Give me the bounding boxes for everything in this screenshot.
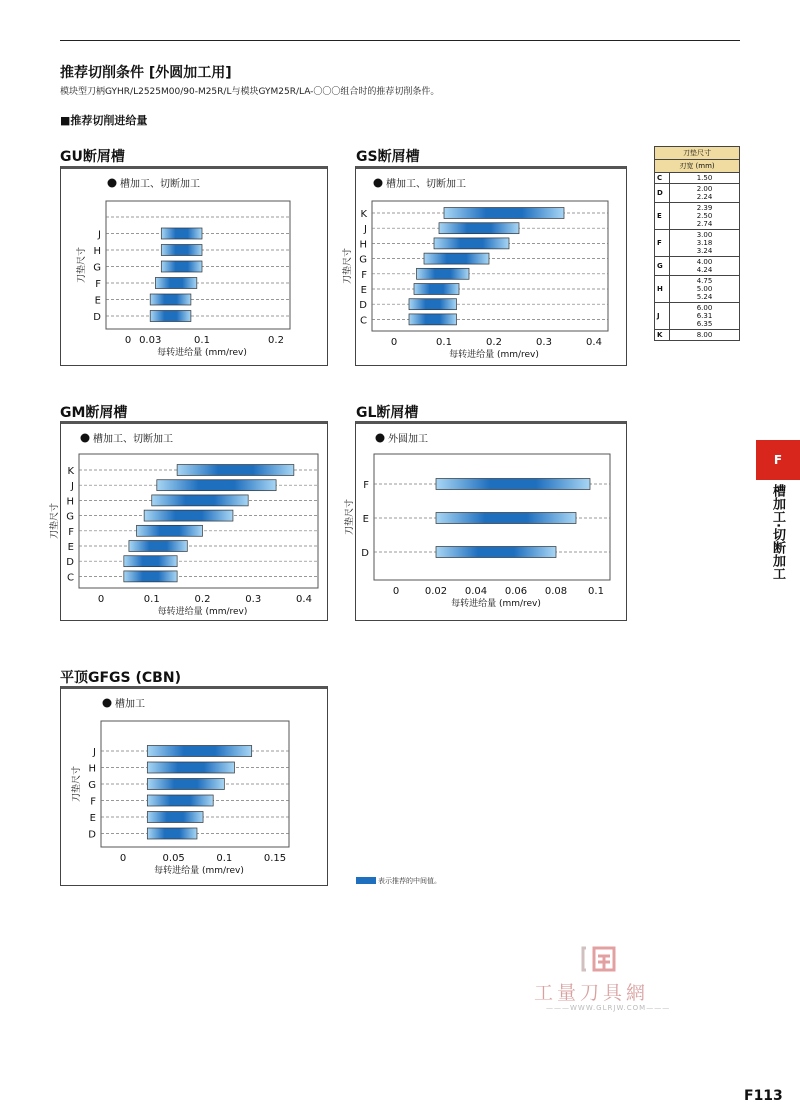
feed-range-bar bbox=[147, 828, 197, 839]
chart-svg bbox=[50, 424, 327, 620]
row-label: E bbox=[89, 813, 96, 824]
tick-label: 0.2 bbox=[268, 335, 284, 346]
feed-range-bar bbox=[414, 284, 459, 295]
table-cell-width: 2.39 2.50 2.74 bbox=[670, 203, 740, 230]
watermark-url: ———WWW.GLRJW.COM——— bbox=[546, 1004, 671, 1012]
feed-range-bar bbox=[434, 238, 509, 249]
tick-label: 0.2 bbox=[486, 337, 502, 348]
feed-range-bar bbox=[436, 479, 590, 490]
chart-svg bbox=[345, 424, 626, 620]
chart-svg bbox=[343, 169, 626, 365]
feed-range-bar bbox=[177, 465, 294, 476]
tick-label: 0.3 bbox=[245, 594, 262, 605]
feed-range-bar bbox=[424, 253, 489, 264]
chart-subtitle: 槽加工、切断加工 bbox=[120, 179, 200, 190]
section-tab[interactable]: F bbox=[756, 440, 800, 480]
feed-range-bar bbox=[137, 525, 203, 536]
row-label: H bbox=[93, 246, 101, 257]
row-label: F bbox=[90, 796, 96, 808]
row-label: D bbox=[361, 548, 369, 559]
plot-frame bbox=[372, 201, 608, 331]
row-label: E bbox=[360, 285, 367, 296]
legend-text: 表示推荐的中间值。 bbox=[378, 877, 441, 885]
chart-subtitle: 槽加工、切断加工 bbox=[93, 434, 173, 445]
tick-label: 0.1 bbox=[216, 853, 233, 864]
row-label: J bbox=[93, 747, 96, 758]
bullet-icon bbox=[103, 699, 112, 708]
table-cell-code: K bbox=[655, 330, 670, 341]
feed-range-bar bbox=[147, 795, 213, 806]
x-axis-label: 每转进给量 (mm/rev) bbox=[451, 599, 541, 609]
table-cell-width: 8.00 bbox=[670, 330, 740, 341]
table-cell-width: 3.00 3.18 3.24 bbox=[670, 230, 740, 257]
table-header-width: 刃宽 (mm) bbox=[655, 160, 740, 173]
tick-label: 0.4 bbox=[586, 337, 602, 348]
feed-range-bar bbox=[161, 228, 202, 239]
feed-range-bar bbox=[161, 261, 202, 272]
table-cell-code: E bbox=[655, 203, 670, 230]
table-cell-width: 2.00 2.24 bbox=[670, 184, 740, 203]
row-label: G bbox=[359, 254, 367, 266]
tick-label: 0.02 bbox=[424, 586, 448, 597]
chart-gl bbox=[345, 421, 627, 621]
table-row bbox=[655, 257, 740, 276]
tick-label: 0.4 bbox=[296, 594, 312, 605]
row-label: G bbox=[66, 511, 74, 523]
row-label: G bbox=[88, 780, 96, 791]
section-side-label: 槽加工·切断加工 bbox=[770, 484, 785, 580]
chart-subtitle: 槽加工 bbox=[115, 699, 145, 710]
tick-label: 0.1 bbox=[588, 586, 604, 597]
x-axis-label: 每转进给量 (mm/rev) bbox=[154, 866, 244, 876]
x-axis-label: 每转进给量 (mm/rev) bbox=[449, 350, 539, 360]
row-label: F bbox=[68, 526, 74, 538]
row-label: H bbox=[88, 763, 96, 775]
chart-subtitle: 槽加工、切断加工 bbox=[386, 179, 466, 190]
tick-label: 0.1 bbox=[143, 594, 160, 605]
row-label: C bbox=[360, 315, 367, 327]
chart-title-gm: GM断屑槽 bbox=[60, 405, 128, 421]
row-label: K bbox=[360, 209, 367, 220]
x-axis-label: 每转进给量 (mm/rev) bbox=[157, 348, 247, 358]
row-label: E bbox=[362, 514, 369, 525]
feed-range-bar bbox=[147, 812, 203, 823]
chart-svg bbox=[61, 169, 327, 365]
watermark-logo-icon bbox=[580, 945, 622, 973]
tick-label: 0.1 bbox=[194, 335, 210, 346]
table-cell-code: F bbox=[655, 230, 670, 257]
row-label: F bbox=[363, 480, 369, 491]
tick-label: 0 bbox=[392, 586, 400, 597]
tick-label: 0.15 bbox=[263, 853, 287, 864]
tick-label: 0.03 bbox=[139, 335, 162, 346]
chart-gm bbox=[50, 421, 328, 621]
feed-range-bar bbox=[147, 779, 224, 790]
feed-range-bar bbox=[436, 513, 576, 524]
table-cell-code: D bbox=[655, 184, 670, 203]
row-label: K bbox=[67, 466, 74, 477]
feed-range-bar bbox=[161, 245, 202, 256]
tick-label: 0 bbox=[119, 853, 127, 864]
table-row bbox=[655, 276, 740, 303]
row-label: J bbox=[71, 481, 74, 493]
chart-gu bbox=[60, 166, 328, 366]
feed-range-bar bbox=[129, 541, 187, 552]
feed-range-bar bbox=[436, 547, 556, 558]
table-row bbox=[655, 330, 740, 341]
tick-label: 0.1 bbox=[436, 337, 452, 348]
row-label: H bbox=[359, 239, 367, 251]
watermark-text: 工量刀具網 bbox=[534, 982, 650, 1004]
chart-title-gs: GS断屑槽 bbox=[356, 149, 420, 165]
chart-gfgs bbox=[60, 686, 328, 886]
tick-label: 0 bbox=[97, 594, 105, 605]
chart-title-gu: GU断屑槽 bbox=[60, 149, 125, 165]
insert-size-table bbox=[654, 146, 740, 341]
chart-title-gfgs: 平顶GFGS (CBN) bbox=[60, 670, 181, 686]
table-cell-code: G bbox=[655, 257, 670, 276]
table-row bbox=[655, 184, 740, 203]
table-cell-width: 1.50 bbox=[670, 173, 740, 184]
table-cell-width: 6.00 6.31 6.35 bbox=[670, 303, 740, 330]
feed-range-bar bbox=[157, 480, 276, 491]
tick-label: 0.3 bbox=[536, 337, 552, 348]
tick-label: 0 bbox=[124, 335, 132, 346]
feed-range-bar bbox=[417, 268, 470, 279]
feed-range-bar bbox=[150, 311, 191, 322]
table-row bbox=[655, 230, 740, 257]
feed-range-bar bbox=[439, 223, 519, 234]
feed-range-bar bbox=[147, 746, 251, 757]
feed-range-bar bbox=[124, 556, 177, 567]
page-number: F113 bbox=[744, 1088, 783, 1104]
table-cell-code: J bbox=[655, 303, 670, 330]
row-label: D bbox=[93, 312, 101, 323]
legend-swatch bbox=[356, 877, 376, 884]
table-row bbox=[655, 173, 740, 184]
row-label: C bbox=[67, 572, 74, 584]
tick-label: 0.04 bbox=[464, 586, 488, 597]
page-subtitle: 模块型刀柄GYHR/L2525M00/90-M25R/L与模块GYM25R/LA-〇〇〇组合时的推荐切削条件。 bbox=[60, 87, 440, 97]
row-label: E bbox=[67, 542, 74, 553]
row-label: D bbox=[88, 829, 96, 841]
top-rule bbox=[60, 40, 740, 41]
row-label: F bbox=[95, 279, 101, 290]
y-axis-label: 刀垫尺寸 bbox=[72, 765, 82, 803]
y-axis-label: 刀垫尺寸 bbox=[343, 247, 353, 285]
bullet-icon bbox=[374, 179, 383, 188]
section-heading: ■推荐切削进给量 bbox=[60, 114, 148, 127]
table-header-insert-size: 刀垫尺寸 bbox=[655, 147, 740, 160]
row-label: E bbox=[94, 295, 101, 307]
table-cell-code: H bbox=[655, 276, 670, 303]
feed-range-bar bbox=[144, 510, 233, 521]
feed-range-bar bbox=[150, 294, 191, 305]
x-axis-label: 每转进给量 (mm/rev) bbox=[157, 607, 248, 617]
row-label: G bbox=[93, 262, 101, 274]
tick-label: 0 bbox=[390, 337, 398, 348]
chart-svg bbox=[61, 689, 327, 885]
y-axis-label: 刀垫尺寸 bbox=[50, 502, 60, 540]
table-cell-width: 4.75 5.00 5.24 bbox=[670, 276, 740, 303]
bullet-icon bbox=[376, 434, 385, 443]
chart-title-gl: GL断屑槽 bbox=[356, 405, 419, 421]
row-label: F bbox=[361, 269, 367, 281]
feed-range-bar bbox=[147, 762, 234, 773]
row-label: J bbox=[98, 229, 101, 241]
table-row bbox=[655, 303, 740, 330]
bullet-icon bbox=[81, 434, 90, 443]
row-label: H bbox=[66, 496, 74, 508]
feed-range-bar bbox=[124, 571, 177, 582]
tick-label: 0.05 bbox=[162, 853, 185, 864]
chart-subtitle: 外圆加工 bbox=[388, 434, 428, 445]
tick-label: 0.08 bbox=[544, 586, 568, 597]
chart-gs bbox=[343, 166, 627, 366]
row-label: D bbox=[66, 557, 74, 569]
tick-label: 0.06 bbox=[504, 586, 528, 597]
feed-range-bar bbox=[444, 208, 564, 219]
feed-range-bar bbox=[155, 278, 196, 289]
table-cell-width: 4.00 4.24 bbox=[670, 257, 740, 276]
y-axis-label: 刀垫尺寸 bbox=[77, 246, 87, 284]
row-label: D bbox=[359, 300, 367, 312]
feed-range-bar bbox=[409, 299, 457, 310]
page-title: 推荐切削条件 [外圆加工用] bbox=[60, 65, 232, 81]
row-label: J bbox=[364, 224, 367, 236]
tick-label: 0.2 bbox=[194, 594, 211, 605]
bullet-icon bbox=[108, 179, 117, 188]
table-cell-code: C bbox=[655, 173, 670, 184]
table-row bbox=[655, 203, 740, 230]
y-axis-label: 刀垫尺寸 bbox=[345, 498, 355, 536]
feed-range-bar bbox=[409, 314, 457, 325]
feed-range-bar bbox=[152, 495, 248, 506]
